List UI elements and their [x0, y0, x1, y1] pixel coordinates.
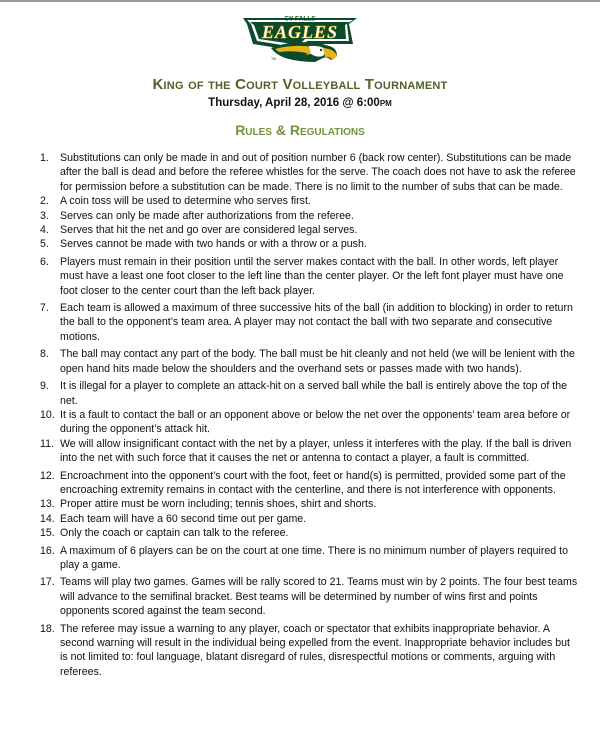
rule-item — [40, 237, 580, 251]
rule-text: Encroachment into the opponent’s court with the foot, feet or hand(s) is permitted, provided some part of the encroaching extremity remains in contact with the centerline, and there is not interference with opponents. — [60, 469, 566, 496]
logo-trademark: TM — [271, 57, 277, 61]
rule-text: We will allow insignificant contact with the net by a player, unless it interferes with the play. If the ball is driven into the net with such force that it causes the net or antenna to contact a player, a fault is committed. — [60, 437, 572, 465]
event-date-text: Thursday, April 28, 2016 @ 6:00 — [208, 97, 380, 109]
rule-text: Each team is allowed a maximum of three successive hits of the ball (in addition to blocking) in order to return the ball to the opponent’s team area. A player may not contact the ball with two separate and consecutive motions. — [60, 302, 573, 343]
cy-falls-eagles-logo — [241, 10, 359, 68]
rule-number: 17. — [40, 576, 55, 589]
rule-number: 8. — [40, 348, 49, 361]
rule-item — [40, 437, 580, 466]
rule-item — [40, 622, 580, 680]
rule-item — [40, 469, 580, 498]
rule-text: It is illegal for a player to complete an attack-hit on a served ball while the ball is entirely above the top of the net. — [60, 380, 568, 407]
rule-number: 3. — [40, 209, 49, 222]
rule-text: A maximum of 6 players can be on the court at one time. There is no minimum number of players required to play a game. — [60, 544, 568, 571]
rule-item — [40, 223, 580, 237]
rule-text: Only the coach or captain can talk to the referee. — [60, 527, 289, 540]
rule-text: Substitutions can only be made in and out of position number 6 (back row center). Substitutions can be made after the ball is dead and before the referee whistles for the serve. The coach does not have to ask the referee for permission before a substitution can be made. There is no limit to the number of subs that can be made. — [60, 152, 576, 193]
rule-number: 10. — [40, 408, 55, 421]
rule-number: 14. — [40, 512, 55, 525]
rule-text: Teams will play two games. Games will be rally scored to 21. Teams must win by 2 points. The four best teams will advance to the semifinal bracket. Best teams will be determined by number of wins first and points opponents scored against the team second. — [60, 576, 578, 618]
rule-number: 7. — [40, 302, 49, 315]
rule-item — [40, 512, 580, 526]
rule-text: Players must remain in their position until the server makes contact with the ball. In other words, left player must have a least one foot closer to the left line than the center player. Or the left font player must have one foot closer to the center court than the left back player. — [60, 255, 564, 297]
rule-number: 11. — [40, 437, 54, 450]
rule-number: 9. — [40, 380, 49, 393]
rule-item — [40, 408, 580, 437]
rule-item — [40, 379, 580, 408]
rule-item — [40, 526, 580, 540]
rule-text: It is a fault to contact the ball or an opponent above or below the net over the opponents’ team area before or during the opponent’s attack hit. — [60, 408, 571, 436]
rule-number: 5. — [40, 238, 49, 251]
document-title: King of the Court Volleyball Tournament — [152, 76, 448, 93]
rule-number: 18. — [40, 622, 55, 635]
rule-text: Serves can only be made after authorizations from the referee. — [60, 209, 354, 222]
rule-text: A coin toss will be used to determine who serves first. — [60, 195, 311, 208]
rule-item — [40, 301, 580, 344]
rule-text: The ball may contact any part of the body. The ball must be hit cleanly and not held (we will be lenient with the open hand hits made below the shoulders and the overhand sets or passes made with two hands). — [60, 348, 575, 375]
section-heading-rules: Rules & Regulations — [235, 122, 365, 138]
rule-item — [40, 575, 580, 618]
rules-list — [40, 151, 580, 682]
event-date-suffix: pm — [379, 97, 392, 109]
rule-number: 16. — [40, 544, 55, 557]
rule-number: 15. — [40, 527, 55, 540]
event-date — [0, 97, 600, 109]
rule-item — [40, 209, 580, 223]
logo-top-text: CY FALLS — [284, 15, 316, 23]
rule-item — [40, 151, 580, 194]
rule-item — [40, 255, 580, 298]
logo-main-text: EAGLES — [261, 22, 339, 42]
rule-text: Serves that hit the net and go over are considered legal serves. — [60, 224, 358, 237]
rule-item — [40, 544, 580, 573]
rule-number: 13. — [40, 498, 55, 511]
rule-number: 2. — [40, 195, 49, 208]
rule-number: 4. — [40, 224, 49, 237]
rule-number: 1. — [40, 152, 49, 164]
rule-item — [40, 497, 580, 511]
rule-text: The referee may issue a warning to any player, coach or spectator that exhibits inappropriate behavior. A second warning will result in the individual being expelled from the event. Inappropriate behavior includes but is not limited to: foul language, blatant disregard of rules, disrespectful motions or comments, arguing with referees. — [60, 622, 570, 678]
rule-number: 6. — [40, 255, 49, 268]
rule-item — [40, 194, 580, 208]
top-border — [0, 0, 600, 2]
rule-item — [40, 347, 580, 376]
rule-text: Each team will have a 60 second time out per game. — [60, 512, 307, 525]
rule-text: Serves cannot be made with two hands or with a throw or a push. — [60, 238, 367, 251]
rule-text: Proper attire must be worn including; tennis shoes, shirt and shorts. — [60, 498, 377, 511]
rule-number: 12. — [40, 469, 55, 482]
